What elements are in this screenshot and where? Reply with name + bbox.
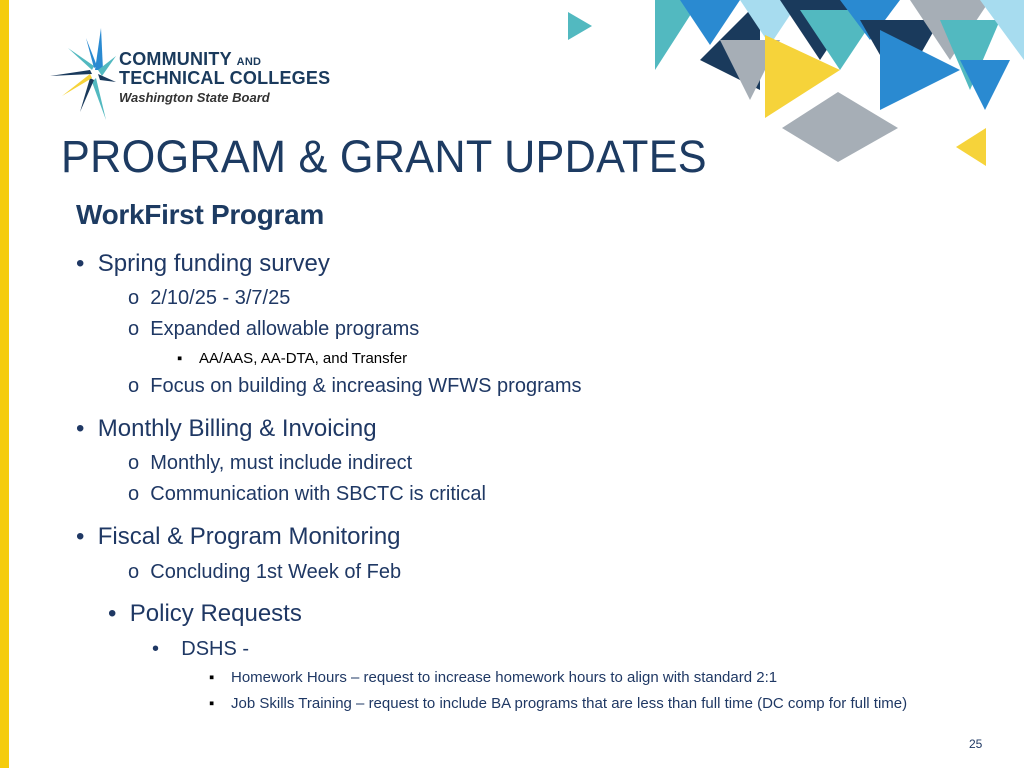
list-item (128, 561, 401, 584)
list-item (76, 250, 330, 278)
list-item (76, 415, 377, 443)
bullet-text: Spring funding survey (97, 250, 330, 277)
bullet-marker: o (128, 452, 140, 474)
bullet-marker: o (128, 287, 140, 309)
bullet-marker: • (108, 600, 117, 627)
bullet-text: Communication with SBCTC is critical (150, 483, 486, 505)
list-item (108, 600, 302, 628)
bullet-text: Fiscal & Program Monitoring (97, 523, 401, 550)
list-item (128, 375, 582, 398)
logo-state-board: Washington State Board (119, 90, 270, 105)
list-item (209, 669, 777, 686)
bullet-text: Homework Hours – request to increase homework hours to align with standard 2:1 (231, 669, 778, 686)
page-number: 25 (969, 737, 983, 751)
list-item (128, 287, 290, 310)
logo-wordmark (119, 50, 330, 104)
bullet-text: DSHS - (181, 638, 250, 660)
gold-triangle-small (956, 128, 986, 166)
bullet-text: Monthly, must include indirect (150, 452, 413, 474)
bullet-marker: o (128, 318, 140, 340)
list-item (128, 483, 486, 506)
bullet-text: AA/AAS, AA-DTA, and Transfer (199, 350, 408, 367)
sbctc-logo (46, 26, 346, 122)
list-item (76, 523, 401, 551)
teal-triangle-small (568, 12, 592, 40)
bullet-marker: o (128, 375, 140, 397)
bullet-marker: ▪ (209, 695, 215, 712)
bullet-marker: • (152, 638, 160, 660)
bullet-marker: • (76, 250, 85, 277)
list-item (152, 638, 249, 661)
accent-bar (0, 0, 9, 768)
bullet-marker: ▪ (209, 669, 215, 686)
slide-subtitle: WorkFirst Program (76, 199, 324, 230)
bullet-marker: o (128, 483, 140, 505)
starburst-logo-icon (46, 26, 118, 122)
bullet-text: Focus on building & increasing WFWS programs (150, 375, 582, 397)
list-item (128, 452, 412, 475)
list-item (177, 350, 407, 367)
bullet-marker: ▪ (177, 350, 183, 367)
list-item (128, 318, 419, 341)
logo-technical-colleges: TECHNICAL COLLEGES (119, 68, 331, 88)
bullet-text: Monthly Billing & Invoicing (97, 415, 377, 442)
blue-triangle-4 (960, 60, 1010, 110)
logo-community: COMMUNITY (119, 49, 232, 69)
bullet-marker: • (76, 523, 85, 550)
bullet-text: Job Skills Training – request to include BA programs that are less than full time (DC comp for full time) (231, 695, 908, 712)
list-item (209, 695, 907, 712)
bullet-marker: • (76, 415, 85, 442)
bullet-text: Concluding 1st Week of Feb (150, 561, 402, 583)
bullet-text: 2/10/25 - 3/7/25 (150, 287, 291, 309)
bullet-text: Expanded allowable programs (150, 318, 420, 340)
bullet-text: Policy Requests (129, 600, 302, 627)
logo-and: AND (236, 56, 262, 68)
bullet-marker: o (128, 561, 140, 583)
slide-title: PROGRAM & GRANT UPDATES (61, 131, 707, 182)
